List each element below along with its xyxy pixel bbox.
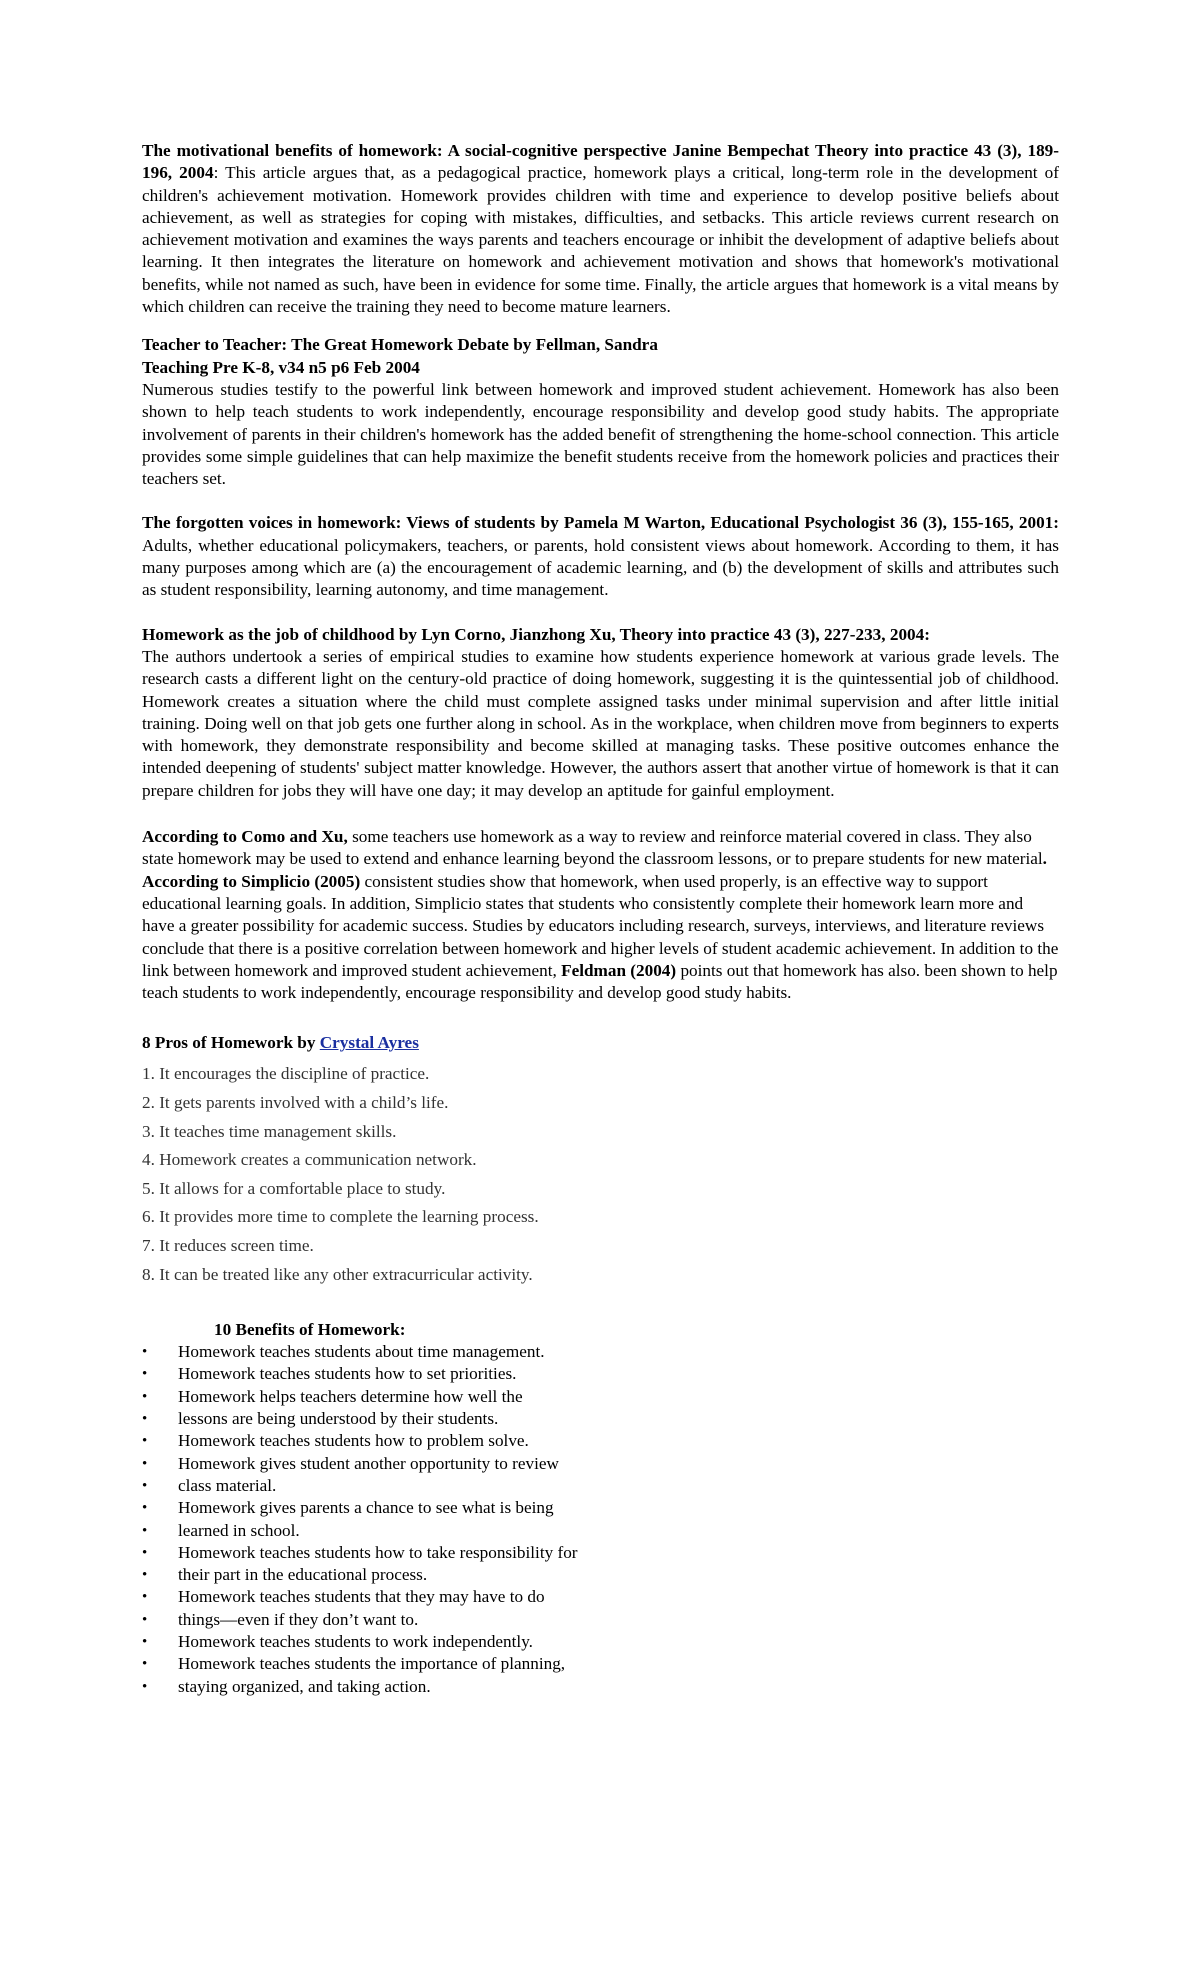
list-item bbox=[142, 1520, 1059, 1542]
bullet-icon: • bbox=[142, 1455, 148, 1472]
paragraph-body: : This article argues that, as a pedagogical practice, homework plays a critical, long-term role in the development of children's achievement motivation. Homework provides children with time and experience to develop positive beliefs about achievement, as well as strategies for coping with mistakes, difficulties, and setbacks. This article reviews current research on achievement motivation and examines the ways parents and teachers encourage or inhibit the development of adaptive beliefs about learning. It then integrates the literature on homework and achievement motivation and shows that homework's motivational benefits, while not named as such, have been in evidence for some time. Finally, the article argues that homework is a vital means by which children can receive the training they need to become mature learners. bbox=[142, 163, 1059, 317]
list-item: 5. It allows for a comfortable place to study. bbox=[142, 1178, 446, 1198]
bullet-icon: • bbox=[142, 1544, 148, 1561]
paragraph-heading: The motivational benefits of homework: A social-cognitive perspective Janine Bempechat Theory into practice 43 (3), 189-196, 2004 bbox=[142, 141, 1059, 183]
bullet-icon: • bbox=[142, 1388, 148, 1405]
bullet-icon: • bbox=[142, 1366, 148, 1383]
bullet-icon: • bbox=[142, 1477, 148, 1494]
list-item: 7. It reduces screen time. bbox=[142, 1235, 314, 1255]
bullet-icon: • bbox=[142, 1589, 148, 1606]
bullet-icon: • bbox=[142, 1611, 148, 1628]
list-item bbox=[142, 1609, 1059, 1631]
benefits-list bbox=[142, 1341, 1059, 1698]
list-item-text: their part in the educational process. bbox=[178, 1565, 428, 1585]
list-item: 1. It encourages the discipline of practice. bbox=[142, 1064, 430, 1084]
list-item bbox=[142, 1430, 1059, 1452]
list-item bbox=[142, 1386, 1059, 1408]
paragraph-heading: The forgotten voices in homework: Views of students by Pamela M Warton, Educational Psychologist 36 (3), 155-165, 2001: bbox=[142, 513, 1059, 533]
bullet-icon: • bbox=[142, 1678, 148, 1695]
paragraph-text: some teachers use homework as a way to review and reinforce material covered in class. They also state homework may be used to extend and enhance learning beyond the classroom lessons, or to prepare students for new material bbox=[142, 827, 1043, 869]
list-item bbox=[142, 1653, 1059, 1675]
bullet-icon: • bbox=[142, 1411, 148, 1428]
bullet-icon: • bbox=[142, 1522, 148, 1539]
list-item: 8. It can be treated like any other extracurricular activity. bbox=[142, 1264, 533, 1284]
list-item: 2. It gets parents involved with a child’s life. bbox=[142, 1092, 449, 1112]
list-item bbox=[142, 1586, 1059, 1608]
pros-title: 8 Pros of Homework by bbox=[142, 1033, 320, 1053]
list-item bbox=[142, 1676, 1059, 1698]
list-item-text: Homework gives parents a chance to see what is being bbox=[178, 1498, 554, 1518]
citation-simplicio: . According to Simplicio (2005) bbox=[142, 849, 1047, 891]
bullet-icon: • bbox=[142, 1656, 148, 1673]
list-item-text: class material. bbox=[178, 1475, 277, 1495]
bullet-icon: • bbox=[142, 1634, 148, 1650]
list-item-text: Homework teaches students how to take responsibility for bbox=[178, 1542, 578, 1562]
list-item bbox=[142, 1408, 1059, 1430]
list-item bbox=[142, 1631, 1059, 1653]
bullet-icon: • bbox=[142, 1567, 148, 1584]
list-item bbox=[142, 1542, 1059, 1564]
list-item bbox=[142, 1564, 1059, 1586]
list-item bbox=[142, 1497, 1059, 1519]
paragraph-fellman bbox=[142, 334, 1059, 490]
list-item-text: Homework teaches students to work independently. bbox=[178, 1632, 533, 1651]
paragraph-warton bbox=[142, 512, 1059, 601]
paragraph-bempechat bbox=[142, 140, 1059, 318]
list-item-text: Homework gives student another opportunity to review bbox=[178, 1453, 559, 1473]
bullet-icon: • bbox=[142, 1500, 148, 1517]
citation-feldman: Feldman (2004) bbox=[561, 960, 677, 980]
list-item-text: Homework teaches students how to problem solve. bbox=[178, 1431, 529, 1451]
list-item-text: Homework helps teachers determine how well the bbox=[178, 1386, 523, 1406]
paragraph-text: consistent studies show that homework, when used properly, is an effective way to support educational learning goals. In addition, Simplicio states that students who consistently complete their homework learn more and have a greater possibility for academic success. Studies by educators including research, surveys, interviews, and literature reviews conclude that there is a positive correlation between homework and higher levels of student academic achievement. In addition to the link between homework and improved student achievement, bbox=[142, 871, 1059, 980]
paragraph-corno-xu bbox=[142, 624, 1059, 802]
paragraph-body: The authors undertook a series of empirical studies to examine how students experience homework at various grade levels. The research casts a different light on the century-old practice of doing homework, suggesting it is the quintessential job of childhood. Homework creates a situation where the child must complete assigned tasks under minimal supervision and after little initial training. Doing well on that job gets one further along in school. As in the workplace, when children move from beginners to experts with homework, they demonstrate responsibility and become skilled at managing tasks. These positive outcomes enhance the intended deepening of students' subject matter knowledge. However, the authors assert that another virtue of homework is that it can prepare children for jobs they will have one day; it may develop an aptitude for gainful employment. bbox=[142, 646, 1059, 800]
benefits-heading: 10 Benefits of Homework: bbox=[214, 1320, 406, 1340]
paragraph-body: Numerous studies testify to the powerful link between homework and improved student achievement. Homework has also been shown to help teach students to work independently, encourage responsibility and develop good study habits. The appropriate involvement of parents in their children's homework has the added benefit of strengthening the home-school connection. This article provides some simple guidelines that can help maximize the benefit students receive from the homework policies and practices their teachers set. bbox=[142, 379, 1059, 489]
list-item-text: staying organized, and taking action. bbox=[178, 1676, 431, 1696]
pros-list bbox=[142, 1060, 1059, 1289]
pros-heading bbox=[142, 1032, 1059, 1054]
list-item: 4. Homework creates a communication network. bbox=[142, 1150, 477, 1170]
list-item bbox=[142, 1475, 1059, 1497]
author-link[interactable]: Crystal Ayres bbox=[319, 1033, 419, 1053]
list-item bbox=[142, 1341, 1059, 1363]
list-item-text: Homework teaches students the importance of planning, bbox=[178, 1654, 566, 1674]
paragraph-heading: Homework as the job of childhood by Lyn Corno, Jianzhong Xu, Theory into practice 43 (3), 227-233, 2004: bbox=[142, 624, 930, 644]
list-item-text: Homework teaches students that they may have to do bbox=[178, 1587, 545, 1607]
list-item bbox=[142, 1453, 1059, 1475]
paragraph-heading: Teacher to Teacher: The Great Homework Debate by Fellman, Sandra bbox=[142, 335, 658, 355]
list-item: 6. It provides more time to complete the learning process. bbox=[142, 1207, 539, 1227]
paragraph-como-xu bbox=[142, 826, 1059, 1004]
paragraph-subheading: Teaching Pre K-8, v34 n5 p6 Feb 2004 bbox=[142, 357, 420, 377]
list-item bbox=[142, 1363, 1059, 1385]
list-item-text: Homework teaches students how to set priorities. bbox=[178, 1364, 517, 1384]
bullet-icon: • bbox=[142, 1344, 148, 1361]
list-item-text: things—even if they don’t want to. bbox=[178, 1609, 419, 1629]
paragraph-text: points out that homework has also. been shown to help teach students to work independently, encourage responsibility and develop good study habits. bbox=[142, 960, 1058, 1003]
list-item-text: learned in school. bbox=[178, 1520, 300, 1540]
list-item-text: Homework teaches students about time management. bbox=[178, 1342, 545, 1362]
list-item: 3. It teaches time management skills. bbox=[142, 1121, 397, 1141]
paragraph-body: Adults, whether educational policymakers, teachers, or parents, hold consistent views about homework. According to them, it has many purposes among which are (a) the encouragement of academic learning, and (b) the development of skills and attributes such as student responsibility, learning autonomy, and time management. bbox=[142, 535, 1059, 600]
list-item-text: lessons are being understood by their students. bbox=[178, 1409, 499, 1429]
citation-como-xu: According to Como and Xu, bbox=[142, 827, 348, 847]
document-content bbox=[142, 140, 1059, 1698]
bullet-icon: • bbox=[142, 1433, 148, 1450]
